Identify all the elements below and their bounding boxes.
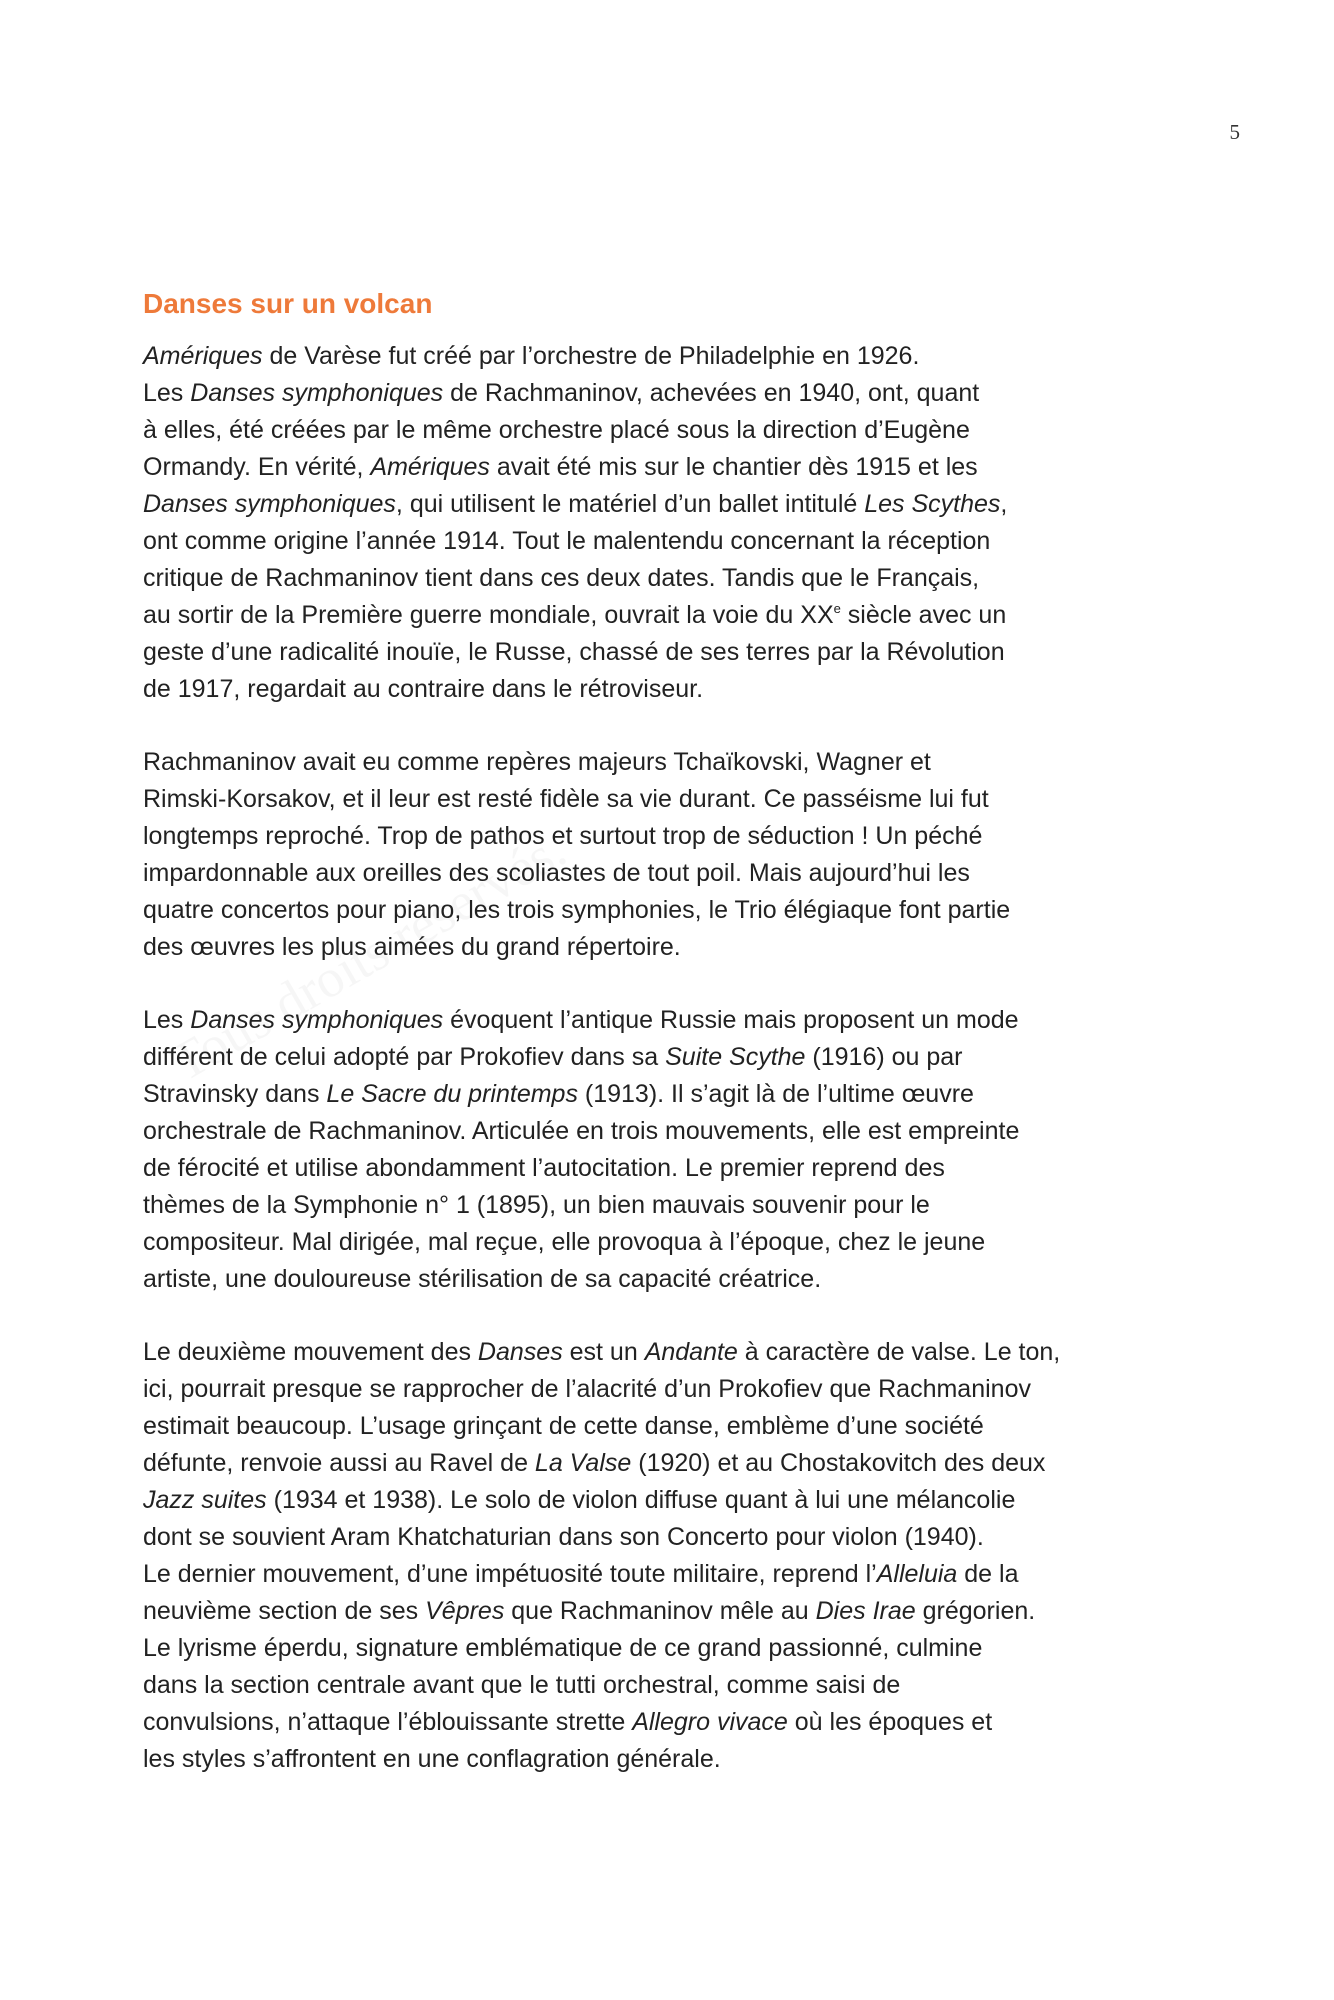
paragraph: [143, 338, 1203, 708]
italic-text: Les Scythes: [864, 490, 1001, 518]
paragraph-list: [143, 338, 1203, 1778]
italic-text: Dies Irae: [815, 1597, 916, 1625]
text-run: évoquent l’antique Russie mais proposent un mode différent de celui adopté par Prokofiev dans sa: [143, 1006, 1019, 1071]
text-run: (1934 et 1938). Le solo de violon diffuse quant à lui une mélancolie dont se souvient Aram Khatchaturian dans son Concerto pour violon (1940). Le dernier mouvement, d’une impétuosité toute militaire, reprend l’: [143, 1486, 1016, 1588]
text-run: que Rachmaninov mêle au: [504, 1597, 816, 1625]
text-run: de Varèse fut créé par l’orchestre de Philadelphie en 1926. Les: [143, 342, 920, 407]
text-run: de la neuvième section de ses: [143, 1560, 1019, 1625]
section-heading: Danses sur un volcan: [143, 288, 433, 319]
italic-text: Amériques: [143, 342, 263, 370]
text-run: à caractère de valse. Le ton, ici, pourrait presque se rapprocher de l’alacrité d’un Prokofiev que Rachmaninov estimait beaucoup. L’usage grinçant de cette danse, emblème d’une société défunte, renvoie aussi au Ravel de: [143, 1338, 1061, 1477]
text-run: Le deuxième mouvement des: [143, 1338, 478, 1366]
text-run: siècle avec un geste d’une radicalité inouïe, le Russe, chassé de ses terres par la Révolution de 1917, regardait au contraire dans le rétroviseur.: [143, 601, 1007, 703]
text-run: grégorien. Le lyrisme éperdu, signature emblématique de ce grand passionné, culmine dans la section centrale avant que le tutti orchestral, comme saisi de convulsions, n’attaque l’éblouissante strette: [143, 1597, 1036, 1736]
text-run: , ont comme origine l’année 1914. Tout le malentendu concernant la réception critique de Rachmaninov tient dans ces deux dates. Tandis que le Français, au sortir de la Première guerre mondiale, ouvrait la voie du XX: [143, 490, 1008, 629]
text-run: (1913). Il s’agit là de l’ultime œuvre orchestrale de Rachmaninov. Articulée en trois mouvements, elle est empreinte de férocité et utilise abondamment l’autocitation. Le premier reprend des thèmes de la Symphonie n° 1 (1895), un bien mauvais souvenir pour le compositeur. Mal dirigée, mal reçue, elle provoqua à l’époque, chez le jeune artiste, une douloureuse stérilisation de sa capacité créatrice.: [143, 1080, 1020, 1293]
italic-text: Danses symphoniques: [190, 379, 444, 407]
paragraph: [143, 744, 1203, 966]
paragraph: [143, 1334, 1203, 1778]
page-number: 5: [1229, 120, 1240, 144]
italic-text: Le Sacre du printemps: [326, 1080, 578, 1108]
italic-text: Jazz suites: [143, 1486, 267, 1514]
superscript: e: [833, 601, 841, 616]
italic-text: Suite Scythe: [665, 1043, 806, 1071]
text-run: (1916) ou par Stravinsky dans: [143, 1043, 963, 1108]
text-run: avait été mis sur le chantier dès 1915 et les: [496, 453, 978, 481]
italic-text: Danses symphoniques: [143, 490, 396, 518]
italic-text: Alleluia: [876, 1560, 958, 1588]
paragraph: [143, 1002, 1203, 1298]
text-run: de Rachmaninov, achevées en 1940, ont, quant à elles, été créées par le même orchestre placé sous la direction d’Eugène Ormandy. En vérité,: [143, 379, 980, 481]
text-run: Rachmaninov avait eu comme repères majeurs Tchaïkovski, Wagner et Rimski-Korsakov, et il leur est resté fidèle sa vie durant. Ce passéisme lui fut longtemps reproché. Trop de pathos et surtout trop de séduction ! Un péché impardonnable aux oreilles des scoliastes de tout poil. Mais aujourd’hui les quatre concertos pour piano, les trois symphonies, le Trio élégiaque font partie des œuvres les plus aimées du grand répertoire.: [143, 748, 1011, 961]
italic-text: La Valse: [534, 1449, 632, 1477]
text-run: est un: [562, 1338, 645, 1366]
italic-text: Vêpres: [425, 1597, 505, 1625]
text-run: (1920) et au Chostakovitch des deux: [638, 1449, 1046, 1477]
italic-text: Allegro vivace: [632, 1708, 788, 1736]
article-body: [143, 286, 1203, 1814]
text-run: , qui utilisent le matériel d’un ballet intitulé: [395, 490, 865, 518]
text-run: où les époques et les styles s’affrontent en une conflagration générale.: [143, 1708, 993, 1773]
italic-text: Amériques: [370, 453, 490, 481]
italic-text: Andante: [644, 1338, 738, 1366]
italic-text: Danses symphoniques: [190, 1006, 444, 1034]
text-run: Les: [143, 1006, 191, 1034]
italic-text: Danses: [477, 1338, 563, 1366]
